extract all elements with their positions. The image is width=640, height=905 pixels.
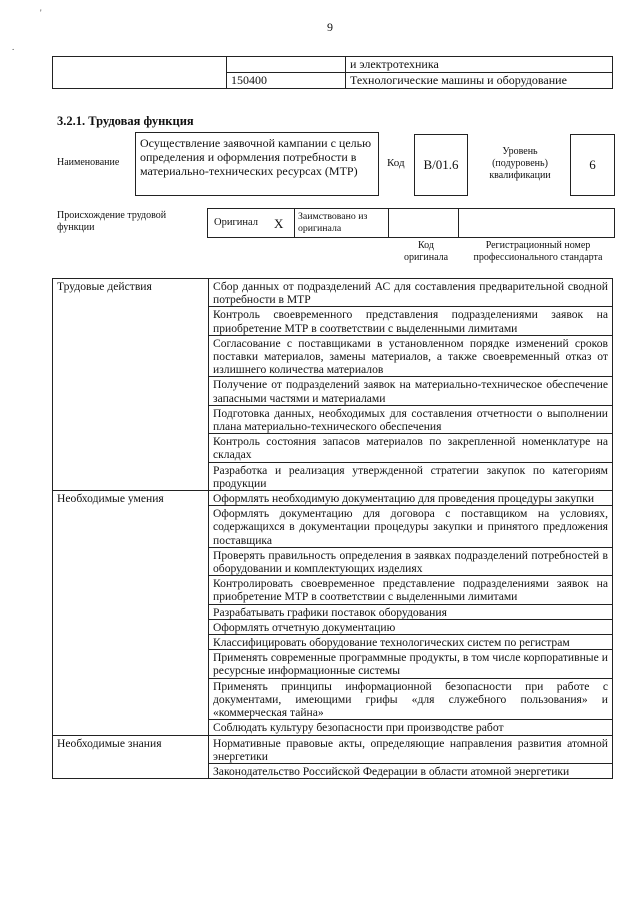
description-cell: Проверять правильность определения в заявках подразделений потребностей в оборудовании и комплектующих изделиях — [209, 547, 613, 575]
code-label: Код — [387, 157, 405, 169]
description-cell: Соблюдать культуру безопасности при производстве работ — [209, 720, 613, 735]
category-cell: Необходимые знания — [53, 735, 209, 779]
category-cell: Необходимые умения — [53, 491, 209, 735]
description-cell: Нормативные правовые акты, определяющие направления развития атомной энергетики — [209, 735, 613, 763]
page-number: 9 — [327, 20, 333, 34]
description-cell: Оформлять отчетную документацию — [209, 619, 613, 634]
scan-mark: ' — [40, 8, 42, 18]
name-box — [135, 132, 379, 196]
code-box — [414, 134, 468, 196]
description-cell: Контроль состояния запасов материалов по закрепленной номенклатуре на складах — [209, 434, 613, 462]
table-row — [53, 735, 613, 763]
description-cell: Получение от подразделений заявок на материально-техническое обеспечение запасными частями и материалами — [209, 377, 613, 405]
original-label: Оригинал — [214, 217, 258, 228]
level-value: 6 — [589, 157, 596, 172]
category-cell: Трудовые действия — [53, 279, 209, 491]
borrowed-label: Заимствовано из оригинала — [298, 211, 368, 234]
code-cell — [227, 57, 346, 73]
codes-table — [52, 56, 613, 89]
description-cell: Контролировать своевременное представление подразделениями заявок на приобретение МТР в соответствии с выделенными лимитами — [209, 576, 613, 604]
reg-number-caption: Регистрационный номер профессионального стандарта — [473, 240, 603, 263]
code-cell: 150400 — [227, 73, 346, 89]
orig-code-caption: Код оригинала — [403, 240, 449, 263]
name-cell: Технологические машины и оборудование — [346, 73, 613, 89]
level-box — [570, 134, 615, 196]
origin-label: Происхождение трудовой функции — [57, 210, 167, 233]
name-cell: и электротехника — [346, 57, 613, 73]
description-cell: Сбор данных от подразделений АС для составления предварительной сводной потребности в МТР — [209, 279, 613, 307]
description-cell: Разработка и реализация утвержденной стратегии закупок по категориям продукции — [209, 462, 613, 490]
table-row — [53, 491, 613, 506]
function-details-table — [52, 278, 613, 779]
description-cell: Оформлять необходимую документацию для проведения процедуры закупки — [209, 491, 613, 506]
function-name: Осуществление заявочной кампании с целью определения и оформления потребности в материально-технических ресурсах (МТР) — [140, 136, 372, 178]
description-cell: Законодательство Российской Федерации в области атомной энергетики — [209, 763, 613, 778]
description-cell: Оформлять документацию для договора с поставщиком на условиях, содержащихся в документации процедуры закупки и принятого предложения поставщика — [209, 506, 613, 548]
scan-mark: . — [12, 42, 15, 52]
level-label: Уровень (подуровень) квалификации — [489, 146, 551, 181]
description-cell: Применять принципы информационной безопасности при работе с документами, имеющими грифы «для служебного пользования» и «коммерческая тайна» — [209, 678, 613, 720]
description-cell: Согласование с поставщиками в установленном порядке изменений сроков поставки материалов, замены материалов, а также своевременный отказ от излишнего количества материалов — [209, 335, 613, 377]
original-mark: X — [274, 216, 284, 231]
origin-box — [207, 208, 615, 238]
table-row — [53, 57, 613, 73]
description-cell: Применять современные программные продукты, в том числе корпоративные и ресурсные информационные системы — [209, 650, 613, 678]
description-cell: Разрабатывать графики поставок оборудования — [209, 604, 613, 619]
function-code: B/01.6 — [423, 157, 459, 172]
table-row — [53, 73, 613, 89]
description-cell: Контроль своевременного представления подразделениями заявок на приобретение МТР в соответствии с выделенными лимитами — [209, 307, 613, 335]
description-cell: Подготовка данных, необходимых для составления отчетности о выполнении плана материально-технического обеспечения — [209, 405, 613, 433]
table-row — [53, 279, 613, 307]
section-title: 3.2.1. Трудовая функция — [57, 114, 194, 128]
name-label: Наименование — [57, 157, 120, 168]
description-cell: Классифицировать оборудование технологических систем по регистрам — [209, 635, 613, 650]
